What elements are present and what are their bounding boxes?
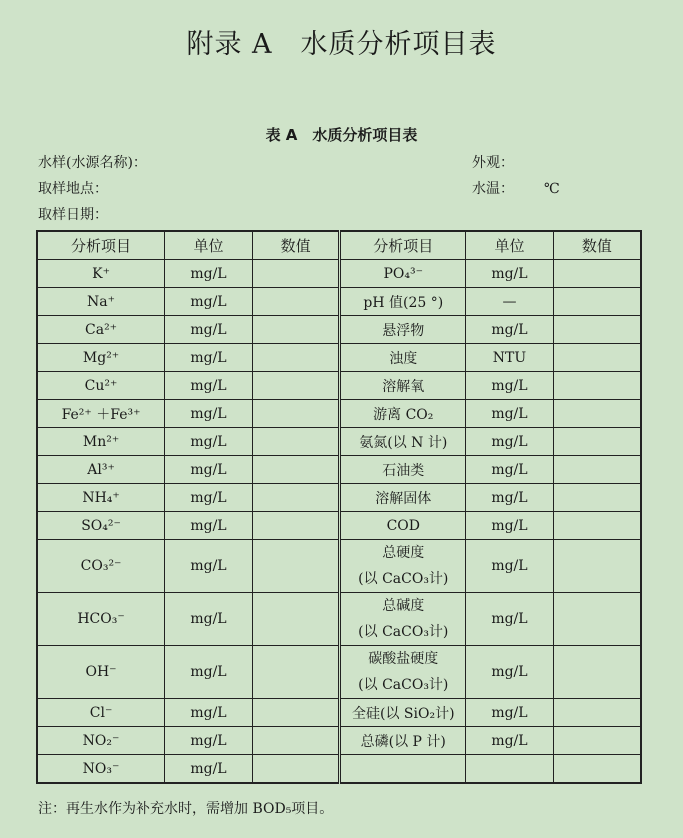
right-unit: — [466,288,554,316]
left-item: SO₄²⁻ [37,512,165,540]
right-unit: mg/L [466,727,554,755]
right-item: 游离 CO₂ [340,400,466,428]
left-value-cell[interactable] [252,316,340,344]
left-unit: mg/L [165,344,253,372]
right-item-line1: 总硬度 [382,545,425,561]
left-item: HCO₃⁻ [37,593,165,646]
right-unit: mg/L [466,400,554,428]
left-value-cell[interactable] [252,400,340,428]
right-unit: mg/L [466,540,554,593]
appearance-label: 外观： [472,155,514,171]
right-item [340,646,466,699]
header-row [37,231,641,260]
table-caption: 表 A 水质分析项目表 [265,126,418,144]
left-item: Na⁺ [37,288,165,316]
table-row [37,512,641,540]
table-row [37,755,641,784]
appendix-title: 附录 A 水质分析项目表 [186,29,497,60]
left-item: OH⁻ [37,646,165,699]
left-value-cell[interactable] [252,372,340,400]
left-value-cell[interactable] [252,593,340,646]
right-unit: mg/L [466,316,554,344]
right-unit [466,755,554,784]
left-unit: mg/L [165,260,253,288]
right-unit: mg/L [466,372,554,400]
left-item: Al³⁺ [37,456,165,484]
date-label: 取样日期： [38,207,108,223]
right-value-cell[interactable] [553,540,641,593]
left-unit: mg/L [165,288,253,316]
left-item: NO₃⁻ [37,755,165,784]
right-item: 石油类 [340,456,466,484]
right-value-cell[interactable] [553,512,641,540]
right-unit: mg/L [466,428,554,456]
header-unit-right: 单位 [466,231,554,260]
left-item: CO₃²⁻ [37,540,165,593]
right-value-cell[interactable] [553,428,641,456]
table-row [37,593,641,646]
right-item [340,755,466,784]
left-value-cell[interactable] [252,727,340,755]
sample-label: 水样(水源名称)： [38,155,147,171]
right-value-cell[interactable] [553,484,641,512]
right-item-line2: (以 CaCO₃计) [358,677,449,693]
table-row [37,646,641,699]
right-item: 溶解固体 [340,484,466,512]
left-value-cell[interactable] [252,344,340,372]
right-value-cell[interactable] [553,699,641,727]
left-item: Mn²⁺ [37,428,165,456]
table-row [37,260,641,288]
left-unit: mg/L [165,484,253,512]
right-unit: mg/L [466,646,554,699]
right-item: 悬浮物 [340,316,466,344]
left-value-cell[interactable] [252,540,340,593]
left-item: Ca²⁺ [37,316,165,344]
left-item: NH₄⁺ [37,484,165,512]
left-item: NO₂⁻ [37,727,165,755]
right-value-cell[interactable] [553,288,641,316]
right-unit: NTU [466,344,554,372]
table-row [37,428,641,456]
right-value-cell[interactable] [553,755,641,784]
left-value-cell[interactable] [252,512,340,540]
left-unit: mg/L [165,372,253,400]
right-unit: mg/L [466,484,554,512]
right-item: pH 值(25 °) [340,288,466,316]
temp-label: 水温： [472,181,514,197]
left-value-cell[interactable] [252,755,340,784]
table-row [37,288,641,316]
footnote: 注：再生水作为补充水时，需增加 BOD₅项目。 [38,801,334,817]
table-row [37,316,641,344]
left-item: Cu²⁺ [37,372,165,400]
right-unit: mg/L [466,699,554,727]
header-item-right: 分析项目 [340,231,466,260]
right-value-cell[interactable] [553,456,641,484]
left-unit: mg/L [165,428,253,456]
table-row [37,699,641,727]
table-row [37,456,641,484]
left-unit: mg/L [165,456,253,484]
right-item-line2: (以 CaCO₃计) [358,571,449,587]
left-unit: mg/L [165,540,253,593]
analysis-table [36,230,642,784]
header-item-left: 分析项目 [37,231,165,260]
left-unit: mg/L [165,727,253,755]
right-value-cell[interactable] [553,646,641,699]
right-unit: mg/L [466,260,554,288]
left-value-cell[interactable] [252,646,340,699]
left-unit: mg/L [165,646,253,699]
right-value-cell[interactable] [553,727,641,755]
left-value-cell[interactable] [252,428,340,456]
left-value-cell[interactable] [252,288,340,316]
right-value-cell[interactable] [553,400,641,428]
table-row [37,344,641,372]
right-item [340,540,466,593]
left-unit: mg/L [165,512,253,540]
left-value-cell[interactable] [252,484,340,512]
left-value-cell[interactable] [252,456,340,484]
table-row [37,400,641,428]
header-unit-left: 单位 [165,231,253,260]
right-item: 全硅(以 SiO₂计) [340,699,466,727]
right-unit: mg/L [466,456,554,484]
right-value-cell[interactable] [553,260,641,288]
right-item-line1: 总碱度 [382,598,425,614]
table-row [37,484,641,512]
left-value-cell[interactable] [252,260,340,288]
right-item: 溶解氧 [340,372,466,400]
table-row [37,372,641,400]
water-temp [472,178,560,198]
right-item: 氨氮(以 N 计) [340,428,466,456]
left-value-cell[interactable] [252,699,340,727]
left-item: Cl⁻ [37,699,165,727]
location-label: 取样地点： [38,181,108,197]
right-unit: mg/L [466,512,554,540]
table-row [37,727,641,755]
left-item: Fe²⁺ ＋Fe³⁺ [37,400,165,428]
left-item: K⁺ [37,260,165,288]
right-item: 总磷(以 P 计) [340,727,466,755]
right-item: COD [340,512,466,540]
left-unit: mg/L [165,593,253,646]
right-item-line1: 碳酸盐硬度 [368,651,439,667]
left-unit: mg/L [165,400,253,428]
right-item: PO₄³⁻ [340,260,466,288]
right-value-cell[interactable] [553,593,641,646]
right-item [340,593,466,646]
left-unit: mg/L [165,755,253,784]
left-unit: mg/L [165,316,253,344]
temp-unit: ℃ [544,181,560,197]
right-value-cell[interactable] [553,372,641,400]
right-value-cell[interactable] [553,344,641,372]
right-item: 浊度 [340,344,466,372]
table-row [37,540,641,593]
left-unit: mg/L [165,699,253,727]
right-value-cell[interactable] [553,316,641,344]
header-value-left: 数值 [252,231,340,260]
header-value-right: 数值 [553,231,641,260]
right-item-line2: (以 CaCO₃计) [358,624,449,640]
right-unit: mg/L [466,593,554,646]
left-item: Mg²⁺ [37,344,165,372]
